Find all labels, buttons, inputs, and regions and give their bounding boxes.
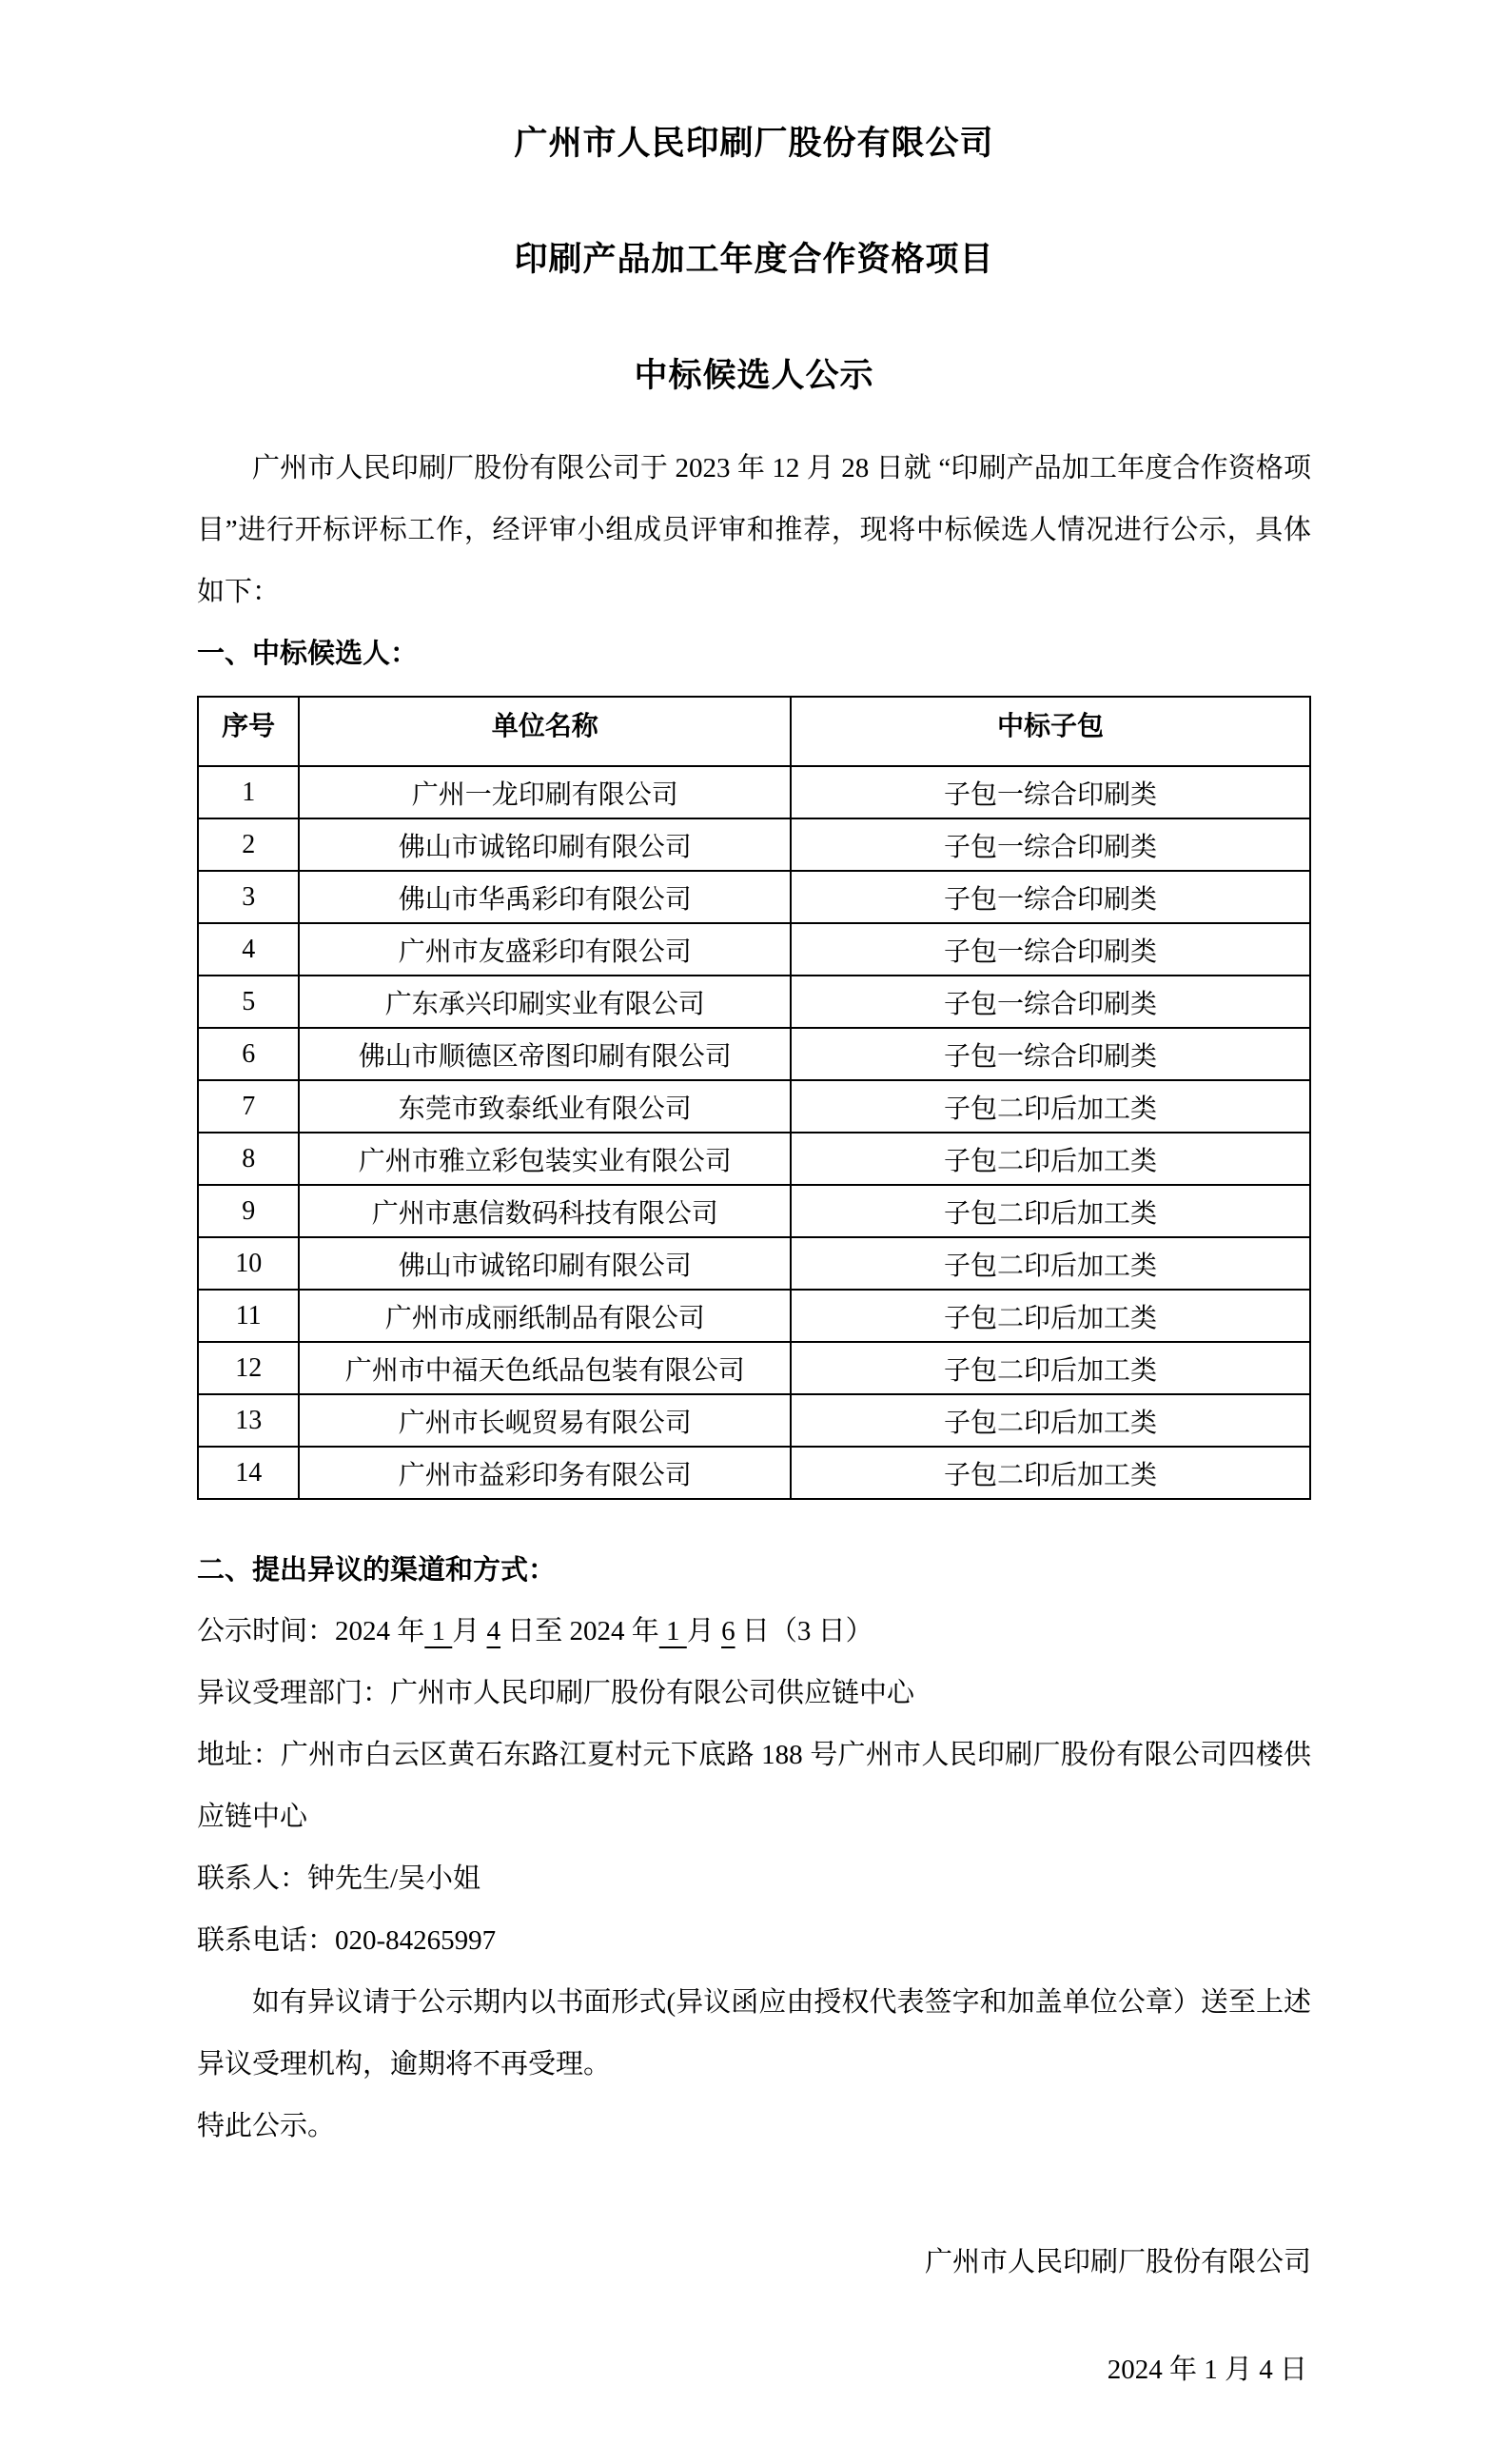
seq-cell: 4 xyxy=(198,923,299,976)
package-cell: 子包二印后加工类 xyxy=(791,1290,1310,1342)
company-cell: 广州一龙印刷有限公司 xyxy=(299,766,791,818)
package-cell: 子包一综合印刷类 xyxy=(791,871,1310,923)
table-row xyxy=(198,1290,1310,1342)
text-segment: 日至 2024 年 xyxy=(500,1616,659,1646)
company-cell: 佛山市诚铭印刷有限公司 xyxy=(299,818,791,871)
seq-cell: 13 xyxy=(198,1394,299,1447)
underlined-value: 1 xyxy=(658,1616,687,1646)
bid-candidates-table xyxy=(197,696,1311,1500)
package-cell: 子包二印后加工类 xyxy=(791,1080,1310,1133)
publicity-time-line xyxy=(197,1601,1311,1663)
header-package: 中标子包 xyxy=(791,697,1310,766)
table-row xyxy=(198,1133,1310,1185)
table-row xyxy=(198,766,1310,818)
company-cell: 广州市友盛彩印有限公司 xyxy=(299,923,791,976)
table-row xyxy=(198,1447,1310,1499)
address-line: 地址：广州市白云区黄石东路江夏村元下底路 188 号广州市人民印刷厂股份有限公司四楼供应链中心 xyxy=(197,1740,1311,1832)
package-cell: 子包二印后加工类 xyxy=(791,1237,1310,1290)
seq-cell: 5 xyxy=(198,976,299,1028)
text-segment: 日（3 日） xyxy=(735,1616,873,1646)
table-row xyxy=(198,976,1310,1028)
company-cell: 广州市惠信数码科技有限公司 xyxy=(299,1185,791,1237)
header-company: 单位名称 xyxy=(299,697,791,766)
package-cell: 子包二印后加工类 xyxy=(791,1342,1310,1394)
contact-person-line: 联系人：钟先生/吴小姐 xyxy=(197,1863,481,1894)
table-row xyxy=(198,818,1310,871)
package-cell: 子包二印后加工类 xyxy=(791,1447,1310,1499)
company-cell: 广州市中福天色纸品包装有限公司 xyxy=(299,1342,791,1394)
seq-cell: 9 xyxy=(198,1185,299,1237)
company-cell: 广州市益彩印务有限公司 xyxy=(299,1447,791,1499)
underlined-value: 4 xyxy=(486,1616,501,1646)
package-cell: 子包一综合印刷类 xyxy=(791,1028,1310,1080)
seq-cell: 10 xyxy=(198,1237,299,1290)
table-row xyxy=(198,1028,1310,1080)
objection-notice: 如有异议请于公示期内以书面形式(异议函应由授权代表签字和加盖单位公章）送至上述异议受理机构，逾期将不再受理。 xyxy=(197,1987,1311,2080)
table-row xyxy=(198,923,1310,976)
company-cell: 佛山市顺德区帝图印刷有限公司 xyxy=(299,1028,791,1080)
package-cell: 子包二印后加工类 xyxy=(791,1185,1310,1237)
seq-cell: 3 xyxy=(198,871,299,923)
package-cell: 子包二印后加工类 xyxy=(791,1133,1310,1185)
package-cell: 子包一综合印刷类 xyxy=(791,766,1310,818)
company-title: 广州市人民印刷厂股份有限公司 xyxy=(514,125,994,162)
underlined-value: 1 xyxy=(424,1616,453,1646)
company-cell: 广州市成丽纸制品有限公司 xyxy=(299,1290,791,1342)
seq-cell: 7 xyxy=(198,1080,299,1133)
intro-paragraph: 广州市人民印刷厂股份有限公司于 2023 年 12 月 28 日就 “印刷产品加工年度合作资格项目”进行开标评标工作，经评审小组成员评审和推荐，现将中标候选人情况进行公示，具体如下： xyxy=(197,453,1311,607)
table-row xyxy=(198,1342,1310,1394)
seq-cell: 14 xyxy=(198,1447,299,1499)
seq-cell: 12 xyxy=(198,1342,299,1394)
contact-phone-line: 联系电话：020-84265997 xyxy=(197,1925,497,1956)
package-cell: 子包二印后加工类 xyxy=(791,1394,1310,1447)
bid-table-body xyxy=(198,766,1310,1499)
table-row xyxy=(198,1080,1310,1133)
seq-cell: 8 xyxy=(198,1133,299,1185)
seq-cell: 1 xyxy=(198,766,299,818)
company-cell: 佛山市诚铭印刷有限公司 xyxy=(299,1237,791,1290)
company-cell: 广东承兴印刷实业有限公司 xyxy=(299,976,791,1028)
header-seq: 序号 xyxy=(198,697,299,766)
text-segment: 月 xyxy=(686,1616,722,1646)
objection-department-line: 异议受理部门：广州市人民印刷厂股份有限公司供应链中心 xyxy=(197,1678,915,1708)
table-row xyxy=(198,871,1310,923)
section1-heading: 一、中标候选人： xyxy=(197,639,419,669)
company-cell: 佛山市华禹彩印有限公司 xyxy=(299,871,791,923)
project-title: 印刷产品加工年度合作资格项目 xyxy=(514,241,994,278)
signature-date: 2024 年 1 月 4 日 xyxy=(1107,2355,1307,2385)
seq-cell: 2 xyxy=(198,818,299,871)
underlined-value: 6 xyxy=(721,1616,735,1646)
table-row xyxy=(198,1394,1310,1447)
company-cell: 广州市雅立彩包装实业有限公司 xyxy=(299,1133,791,1185)
seq-cell: 11 xyxy=(198,1290,299,1342)
table-row xyxy=(198,1185,1310,1237)
text-segment: 公示时间：2024 年 xyxy=(197,1616,425,1646)
package-cell: 子包一综合印刷类 xyxy=(791,923,1310,976)
section2-heading: 二、提出异议的渠道和方式： xyxy=(197,1555,557,1586)
package-cell: 子包一综合印刷类 xyxy=(791,976,1310,1028)
announcement-title: 中标候选人公示 xyxy=(634,357,874,394)
closing-line: 特此公示。 xyxy=(197,2111,336,2141)
table-header-row xyxy=(198,697,1310,766)
package-cell: 子包一综合印刷类 xyxy=(791,818,1310,871)
table-row xyxy=(198,1237,1310,1290)
company-cell: 广州市长岘贸易有限公司 xyxy=(299,1394,791,1447)
text-segment: 月 xyxy=(452,1616,487,1646)
signature-company: 广州市人民印刷厂股份有限公司 xyxy=(924,2247,1311,2277)
seq-cell: 6 xyxy=(198,1028,299,1080)
company-cell: 东莞市致泰纸业有限公司 xyxy=(299,1080,791,1133)
